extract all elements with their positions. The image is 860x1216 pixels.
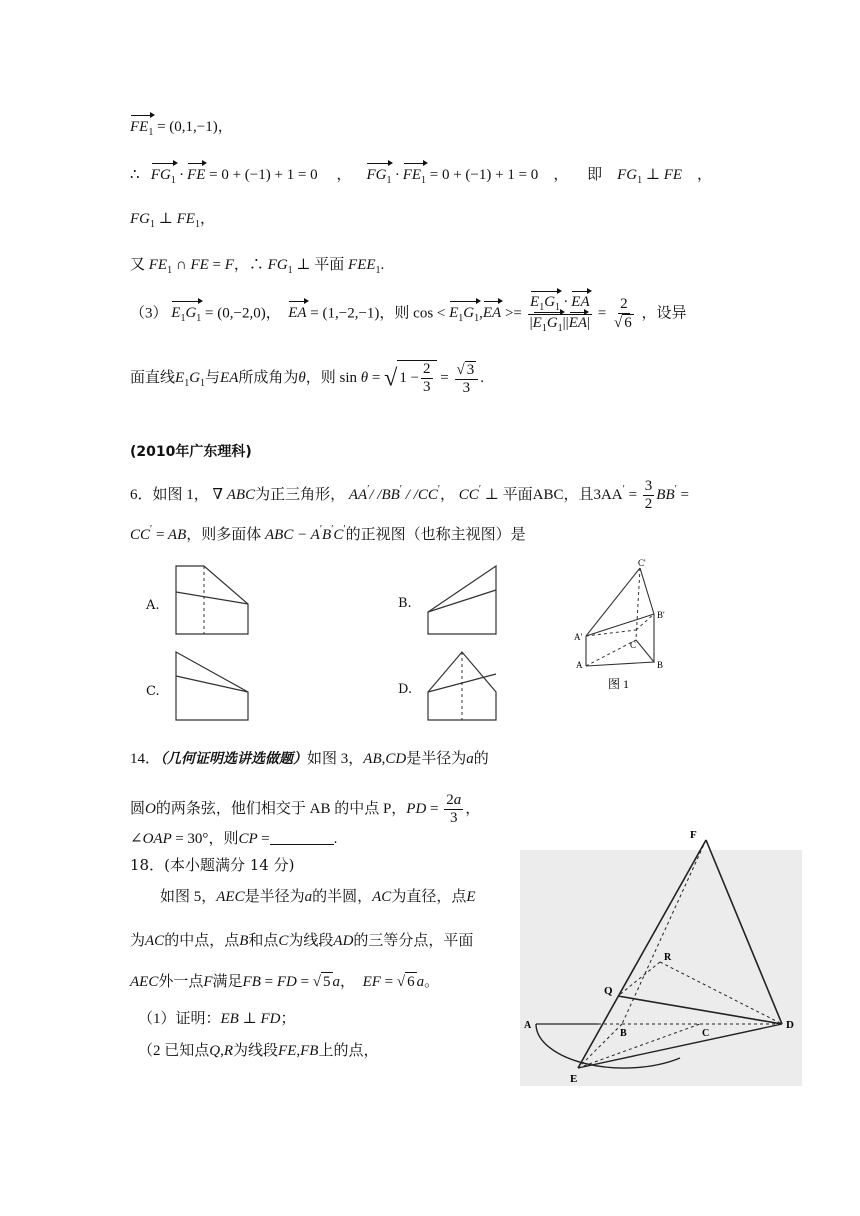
- fig5-label-e: E: [570, 1073, 578, 1085]
- fig1-label-c: C: [630, 640, 637, 650]
- figure-5: [520, 828, 802, 1086]
- question-18-line1: 如图 5，AEC是半径为a的半圆，AC为直径，点E: [160, 889, 476, 905]
- fig1-label-a: A: [576, 660, 583, 670]
- option-c-figure: [172, 648, 252, 722]
- question-18-heading: 18．(本小题满分 14 分): [130, 856, 295, 874]
- dot-product-line: ∴ $FG_1$ · FE = 0 + (−1) + 1 = 0 ， $FG_1 \cdot FE_1 = 0 + (-1) + 1 = 0$ ， 即 $FG_1$ ⊥ FE ，: [130, 167, 713, 186]
- vector-fe1-line: $FE_1 = (0,1,-1)$，: [130, 119, 233, 138]
- option-b-figure: [424, 562, 500, 636]
- angle-line: 面直线$E_1G_1$与EA所成角为θ，则 sin θ = √ 1 − $\frac{2}{3}$ = $\frac{√ 3}{3}$ .: [130, 361, 484, 396]
- conclusion-line: 又 $FE_1$ ∩ FE = F，∴ $FG_1$ ⊥ 平面 $FEE_1$.: [130, 257, 385, 276]
- fig5-label-q: Q: [604, 985, 613, 997]
- option-d-figure: [424, 648, 504, 722]
- fig1-label-a-prime: A': [574, 632, 583, 642]
- option-b-label: B.: [398, 596, 412, 611]
- fig1-caption: 图 1: [608, 677, 630, 691]
- question-18-part2: （2 已知点Q,R为线段FE,FB上的点，: [138, 1043, 379, 1059]
- question-18-part1: （1）证明：EB ⊥ FD；: [138, 1011, 296, 1027]
- part3-line: （3） $E_1G_1 = (0,-2,0)$， EA = (1,−2,−1)，则 $\cos < E_1G_1,EA$ >= $\frac{E_1G_1 \cdot EA}{|E_1G_1||EA|}$ = $\frac{2}{√ 6}$ ，设异: [130, 294, 687, 334]
- figure-1: [568, 556, 668, 696]
- fig1-label-b-prime: B': [657, 610, 665, 620]
- fig5-label-a: A: [524, 1020, 532, 1031]
- fig1-label-c-prime: C': [638, 558, 646, 568]
- fig5-label-b: B: [620, 1028, 627, 1039]
- fig5-label-r: R: [664, 952, 672, 963]
- perpendicular-line: $FG_1$ ⊥ $FE_1$，: [130, 211, 215, 230]
- fig5-label-c: C: [702, 1028, 710, 1039]
- section-heading: (2010年广东理科): [130, 444, 252, 460]
- option-a-label: A.: [146, 598, 160, 613]
- question-14-end: ∠OAP = 30°，则CP = .: [130, 831, 338, 847]
- question-6-cont: CC′ = AB，则多面体 ABC − A′B′C′的正视图（也称主视图）是: [130, 524, 526, 543]
- option-d-label: D.: [398, 682, 413, 697]
- question-18-line2: 为AC的中点，点B和点C为线段AD的三等分点，平面: [130, 933, 474, 949]
- question-14-cont: 圆O的两条弦，他们相交于 AB 的中点 P，PD = $\frac{2a}{3}$ ，: [130, 792, 481, 827]
- question-14: 14．（几何证明选讲选做题）如图 3，AB,CD是半径为a的: [130, 751, 489, 767]
- question-6: 6．如图 1， ∇ ABC为正三角形， AA′/ /BB′ / /CC′， CC′ ⊥ 平面ABC，且3AA′ = $\frac{3}{2}$ BB′ =: [130, 478, 690, 513]
- fig5-label-d: D: [786, 1019, 794, 1031]
- fig1-label-b: B: [657, 660, 664, 670]
- option-a-figure: [172, 562, 252, 636]
- option-c-label: C.: [146, 684, 160, 699]
- question-18-line3: AEC外一点F满足FB = FD = √ 5 a， EF = √ 6 a。: [130, 974, 440, 990]
- fig5-label-f: F: [690, 829, 697, 841]
